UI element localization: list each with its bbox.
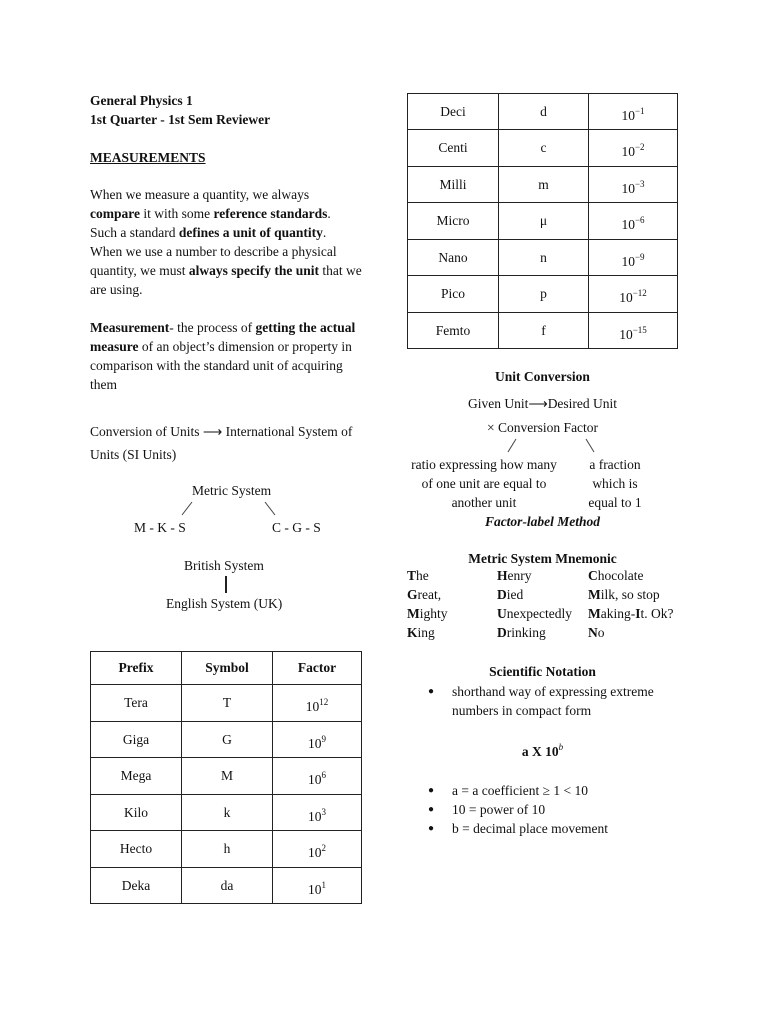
mnemonic-title: Metric System Mnemonic bbox=[468, 551, 617, 566]
header-factor: Factor bbox=[273, 652, 362, 685]
factor-cell: $10^{-6}$ bbox=[589, 203, 678, 240]
table-row bbox=[408, 203, 678, 240]
list-item: ● 10 = power of 10 bbox=[428, 800, 678, 819]
para-text: Such a standard bbox=[90, 225, 179, 240]
factor-cell: $10^{-12}$ bbox=[589, 276, 678, 313]
ratio-note: ratio expressing how many of one unit are equal to another unit bbox=[411, 457, 557, 510]
definition-bold: getting the actual measure bbox=[90, 320, 356, 354]
para-bold: reference standards bbox=[213, 206, 328, 221]
table-row bbox=[91, 722, 362, 758]
symbol-cell: h bbox=[182, 831, 273, 868]
symbol-cell: f bbox=[499, 313, 589, 349]
prefix-cell: Micro bbox=[408, 203, 499, 240]
table-row bbox=[91, 685, 362, 722]
symbol-cell: G bbox=[182, 722, 273, 758]
prefix-cell: Milli bbox=[408, 167, 499, 203]
symbol-cell: μ bbox=[499, 203, 589, 240]
factor-cell: $10^{-9}$ bbox=[589, 240, 678, 276]
factor-cell: $10^2$ bbox=[273, 831, 362, 868]
table-row bbox=[91, 831, 362, 868]
table-row bbox=[408, 94, 678, 130]
symbol-cell: M bbox=[182, 758, 273, 795]
prefix-cell: Giga bbox=[91, 722, 182, 758]
para-bold: always specify the unit bbox=[188, 263, 320, 278]
list-item: ● b = decimal place movement bbox=[428, 819, 678, 838]
para-text: When we use a number to describe a physical quantity, we must bbox=[90, 244, 337, 278]
given-desired-line bbox=[407, 394, 678, 413]
factor-cell: $10^3$ bbox=[273, 795, 362, 831]
table-row bbox=[408, 313, 678, 349]
table-row bbox=[408, 240, 678, 276]
metric-branch-lines bbox=[170, 500, 310, 520]
prefix-cell: Nano bbox=[408, 240, 499, 276]
header-symbol: Symbol bbox=[182, 652, 273, 685]
para-bold: compare bbox=[90, 206, 140, 221]
para-text: . bbox=[327, 206, 331, 221]
factor-cell: $10^9$ bbox=[273, 722, 362, 758]
para-text: . bbox=[322, 225, 327, 240]
scientific-notation-title: Scientific Notation bbox=[489, 664, 596, 679]
measurements-heading: MEASUREMENTS bbox=[90, 150, 206, 165]
mnemonic-row: Mighty Unexpectedly Making-It. Ok? bbox=[407, 606, 674, 621]
times-icon: × bbox=[486, 420, 495, 435]
prefix-cell: Deka bbox=[91, 868, 182, 904]
symbol-cell: T bbox=[182, 685, 273, 722]
mnemonic-grid bbox=[407, 568, 697, 648]
measurements-paragraph bbox=[90, 185, 362, 299]
prefix-cell: Centi bbox=[408, 130, 499, 167]
table-row bbox=[408, 130, 678, 167]
mnemonic-row: The Henry Chocolate bbox=[407, 568, 644, 583]
table-row bbox=[91, 795, 362, 831]
symbol-cell: p bbox=[499, 276, 589, 313]
para-text: When we measure a quantity, we always bbox=[90, 187, 310, 202]
scientific-bullet-list bbox=[428, 682, 678, 720]
factor-label-method: Factor-label Method bbox=[484, 514, 601, 529]
factor-cell: $10^{12}$ bbox=[273, 685, 362, 722]
symbol-cell: k bbox=[182, 795, 273, 831]
para-bold: defines a unit of quantity bbox=[178, 225, 323, 240]
table-row bbox=[408, 167, 678, 203]
symbol-cell: da bbox=[182, 868, 273, 904]
prefix-table-large bbox=[90, 651, 362, 904]
mnemonic-row: King Drinking No bbox=[407, 625, 605, 640]
factor-cell: $10^{-1}$ bbox=[589, 94, 678, 130]
para-text: that we are using. bbox=[90, 263, 362, 297]
desired-unit: Desired Unit bbox=[547, 396, 618, 411]
conversion-right: International System of Units (SI Units) bbox=[90, 424, 353, 462]
prefix-table-small bbox=[407, 93, 678, 349]
symbol-cell: c bbox=[499, 130, 589, 167]
british-connector-line bbox=[222, 575, 230, 595]
british-system-title: British System bbox=[184, 558, 264, 573]
arrow-icon: ⟶ bbox=[528, 396, 548, 411]
mnemonic-row: Great, Died Milk, so stop bbox=[407, 587, 660, 602]
unit-conversion-title: Unit Conversion bbox=[495, 369, 590, 384]
prefix-cell: Hecto bbox=[91, 831, 182, 868]
reviewer-subtitle: 1st Quarter - 1st Sem Reviewer bbox=[90, 112, 271, 127]
english-system-label: English System (UK) bbox=[166, 596, 283, 611]
para-text: it with some bbox=[140, 206, 214, 221]
prefix-cell: Pico bbox=[408, 276, 499, 313]
cgs-label: C - G - S bbox=[272, 520, 321, 535]
prefix-cell: Tera bbox=[91, 685, 182, 722]
course-title: General Physics 1 bbox=[90, 93, 193, 108]
header-prefix: Prefix bbox=[91, 652, 182, 685]
definition-text: - the process of bbox=[169, 320, 256, 335]
factor-cell: $10^{-3}$ bbox=[589, 167, 678, 203]
table-row bbox=[91, 758, 362, 795]
prefix-cell: Mega bbox=[91, 758, 182, 795]
table-row bbox=[408, 276, 678, 313]
conversion-factor: Conversion Factor bbox=[497, 420, 599, 435]
factor-cell: $10^{-2}$ bbox=[589, 130, 678, 167]
definition-text: of an object’s dimension or property in comparison with the standard unit of acquiring them bbox=[90, 339, 352, 392]
list-item: ● a = a coefficient ≥ 1 < 10 bbox=[428, 781, 678, 800]
prefix-cell: Kilo bbox=[91, 795, 182, 831]
factor-cell: $10^1$ bbox=[273, 868, 362, 904]
prefix-cell: Deci bbox=[408, 94, 499, 130]
list-item: ● shorthand way of expressing extreme numbers in compact form bbox=[428, 682, 678, 720]
factor-cell: $10^{-15}$ bbox=[589, 313, 678, 349]
table-row bbox=[91, 868, 362, 904]
conversion-branch-lines bbox=[500, 437, 610, 455]
measurement-definition bbox=[90, 318, 368, 394]
scientific-definitions-list bbox=[428, 781, 678, 838]
conversion-left: Conversion of Units bbox=[90, 424, 200, 439]
factor-cell: $10^6$ bbox=[273, 758, 362, 795]
symbol-cell: m bbox=[499, 167, 589, 203]
symbol-cell: n bbox=[499, 240, 589, 276]
symbol-cell: d bbox=[499, 94, 589, 130]
definition-term: Measurement bbox=[90, 320, 170, 335]
mks-label: M - K - S bbox=[134, 520, 186, 535]
arrow-icon: ⟶ bbox=[202, 424, 223, 439]
conversion-factor-line bbox=[407, 418, 678, 437]
metric-system-title: Metric System bbox=[192, 483, 272, 498]
conversion-of-units bbox=[90, 420, 370, 466]
fraction-note: a fraction which is equal to 1 bbox=[588, 457, 642, 510]
scientific-formula: a X 10$^b$ bbox=[521, 742, 564, 759]
prefix-cell: Femto bbox=[408, 313, 499, 349]
given-unit: Given Unit bbox=[467, 396, 529, 411]
